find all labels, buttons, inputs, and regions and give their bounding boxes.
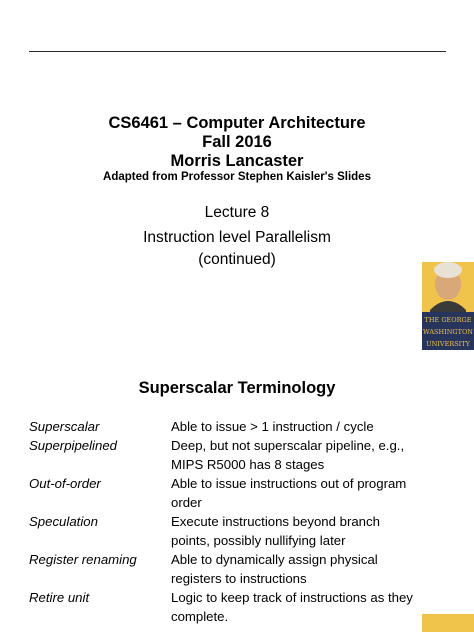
term-label: Speculation [29,514,98,529]
logo-corner-partial [422,614,474,632]
term-row [29,417,446,436]
logo-line-2: WASHINGTON [423,328,473,336]
term-label: Superpipelined [29,438,117,453]
description-line: Able to issue instructions out of program [171,476,407,491]
description-line: complete. [171,609,229,624]
section-title: Superscalar Terminology [138,379,336,397]
university-logo [422,262,474,350]
lecture-number: Lecture 8 [204,204,270,221]
logo-line-1: THE GEORGE [424,316,472,324]
description-line: Logic to keep track of instructions as they [171,590,413,605]
term-description [171,550,446,588]
top-rule [29,51,446,52]
term-description [171,474,446,512]
term-row [29,588,446,626]
description-line: Able to dynamically assign physical [171,552,378,567]
term-description [171,436,446,474]
lecture-note: (continued) [198,251,276,268]
term-row [29,436,446,474]
description-line: order [171,495,202,510]
term-label: Out-of-order [29,476,101,491]
description-line: registers to instructions [171,571,307,586]
term-description [171,417,446,436]
portrait-seal-icon [422,262,474,350]
description-line: Execute instructions beyond branch [171,514,380,529]
term-row [29,474,446,512]
term-label: Superscalar [29,419,100,434]
semester: Fall 2016 [202,133,272,151]
description-line: Deep, but not superscalar pipeline, e.g., [171,438,405,453]
description-line: points, possibly nullifying later [171,533,346,548]
term-description [171,512,446,550]
instructor-name: Morris Lancaster [170,152,304,170]
lecture-topic: Instruction level Parallelism [143,229,331,246]
terminology-table [29,417,446,626]
term-row [29,512,446,550]
description-line: Able to issue > 1 instruction / cycle [171,419,374,434]
term-description [171,588,446,626]
term-label: Retire unit [29,590,90,605]
description-line: MIPS R5000 has 8 stages [171,457,325,472]
attribution: Adapted from Professor Stephen Kaisler's Slides [103,171,371,183]
course-title: CS6461 – Computer Architecture [108,114,366,132]
term-row [29,550,446,588]
logo-line-3: UNIVERSITY [426,340,470,348]
term-label: Register renaming [29,552,137,567]
